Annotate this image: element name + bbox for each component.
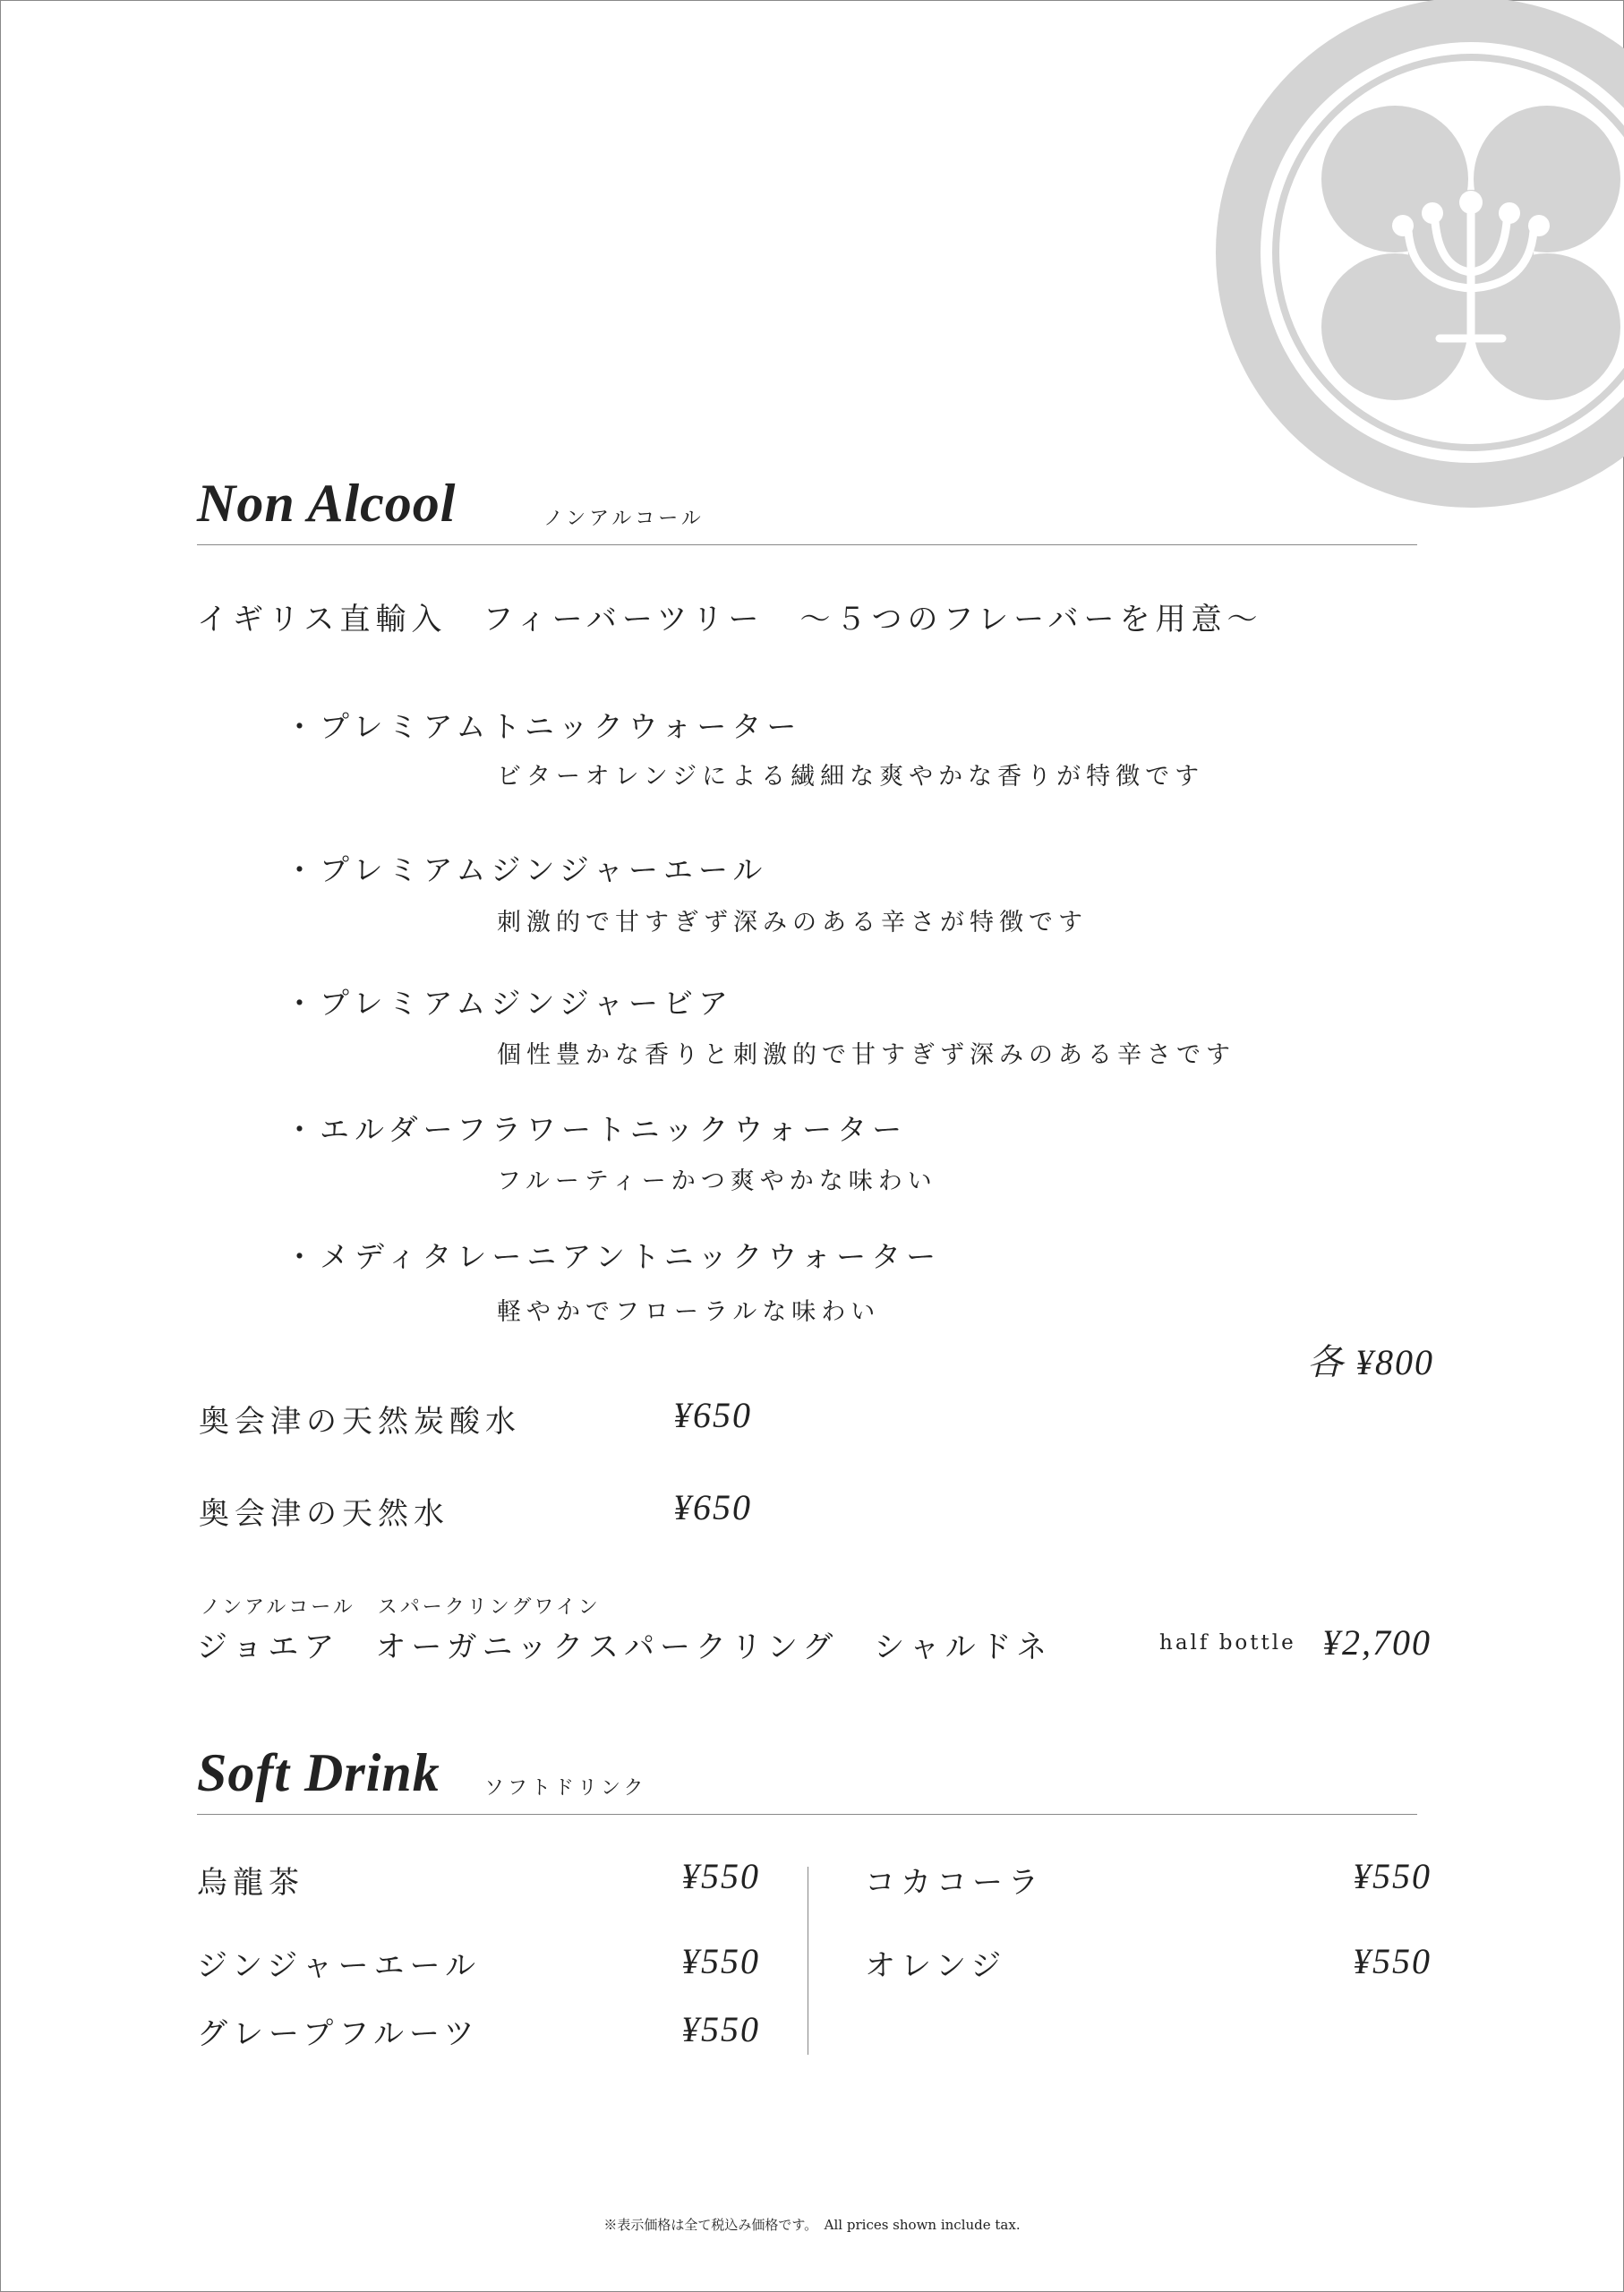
sparkling-name: ジョエア オーガニックスパークリング シャルドネ bbox=[197, 1629, 1053, 1665]
fever-tree-heading: イギリス直輸入 フィーバーツリー ～５つのフレーバーを用意～ bbox=[197, 602, 1263, 637]
fever-tree-item-name: ・プレミアムジンジャーエール bbox=[285, 852, 768, 887]
fever-tree-price: 各 ¥800 bbox=[1307, 1342, 1434, 1382]
sparkling-size: half bottle bbox=[1159, 1631, 1296, 1655]
crest-logo bbox=[1209, 0, 1624, 510]
soft-drink-name: オレンジ bbox=[865, 1948, 1007, 1984]
fever-tree-item-desc: ビターオレンジによる繊細な爽やかな香りが特徴です bbox=[497, 763, 1205, 791]
soft-drink-title: Soft Drink bbox=[197, 1743, 440, 1802]
soft-drink-price: ¥550 bbox=[681, 2009, 760, 2049]
fever-tree-item-name: ・エルダーフラワートニックウォーター bbox=[285, 1112, 908, 1147]
soft-drink-name: コカコーラ bbox=[865, 1865, 1044, 1901]
fever-tree-item-name: ・メディタレーニアントニックウォーター bbox=[285, 1239, 942, 1274]
soft-drink-name: 烏龍茶 bbox=[197, 1865, 304, 1901]
non-alcool-title: Non Alcool bbox=[197, 474, 457, 533]
menu-item-name: 奥会津の天然水 bbox=[199, 1496, 449, 1532]
fever-tree-item-name: ・プレミアムトニックウォーター bbox=[285, 709, 802, 744]
sparkling-note: ノンアルコール スパークリングワイン bbox=[201, 1596, 601, 1619]
soft-drink-price: ¥550 bbox=[681, 1941, 760, 1981]
fever-tree-item-desc: 刺激的で甘すぎず深みのある辛さが特徴です bbox=[497, 909, 1088, 936]
non-alcool-subtitle: ノンアルコール bbox=[543, 508, 705, 530]
menu-item-price: ¥650 bbox=[673, 1487, 752, 1527]
soft-drink-price: ¥550 bbox=[1353, 1856, 1432, 1896]
soft-drink-subtitle: ソフトドリンク bbox=[484, 1777, 647, 1800]
tax-note: ※表示価格は全て税込み価格です。 All prices shown include tax. bbox=[603, 2217, 1021, 2233]
menu-item-price: ¥650 bbox=[673, 1395, 752, 1435]
fever-tree-item-desc: 個性豊かな香りと刺激的で甘すぎず深みのある辛さです bbox=[497, 1041, 1235, 1069]
soft-drink-name: ジンジャーエール bbox=[197, 1948, 481, 1984]
fever-tree-item-name: ・プレミアムジンジャービア bbox=[285, 986, 734, 1021]
soft-drink-price: ¥550 bbox=[1353, 1941, 1432, 1981]
soft-drink-divider bbox=[197, 1814, 1417, 1815]
fever-tree-item-desc: フルーティーかつ爽やかな味わい bbox=[497, 1167, 937, 1195]
soft-drink-price: ¥550 bbox=[681, 1856, 760, 1896]
non-alcool-divider bbox=[197, 544, 1417, 545]
fever-tree-item-desc: 軽やかでフローラルな味わい bbox=[497, 1298, 881, 1326]
soft-drink-name: グレープフルーツ bbox=[197, 2016, 480, 2052]
menu-item-name: 奥会津の天然炭酸水 bbox=[199, 1404, 521, 1440]
sparkling-price: ¥2,700 bbox=[1322, 1622, 1432, 1663]
